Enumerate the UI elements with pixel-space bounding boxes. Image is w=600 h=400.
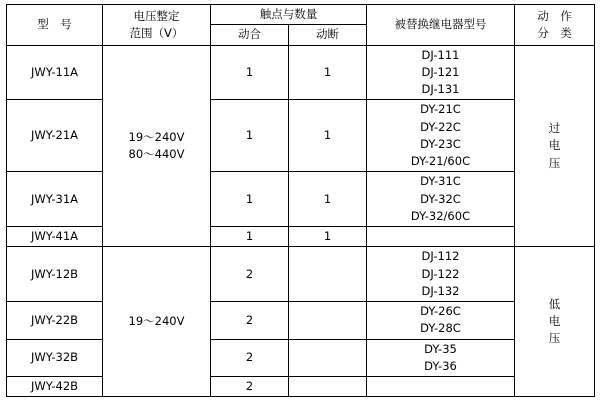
- cell-replacement: [367, 339, 515, 377]
- cell-model: JWY-41A: [7, 227, 103, 247]
- replacement-list: [369, 173, 512, 225]
- category-chars: [517, 120, 592, 172]
- cell-replacement-empty: [367, 377, 515, 397]
- cell-replacement: [367, 45, 515, 100]
- cell-contacts-nc: 1: [289, 100, 367, 172]
- table-row: [7, 339, 595, 377]
- replacement-item: DY-31C: [420, 174, 461, 189]
- replacement-list: [369, 341, 512, 376]
- cell-replacement-empty: [367, 227, 515, 247]
- cell-replacement: [367, 172, 515, 227]
- header-voltage-lines: [105, 8, 208, 43]
- cell-contacts-no: 1: [211, 172, 289, 227]
- replacement-item: DJ-111: [421, 47, 460, 62]
- replacement-item: DY-21C: [420, 102, 461, 117]
- cell-contacts-no: 1: [211, 45, 289, 100]
- cell-replacement: [367, 302, 515, 340]
- cell-model: JWY-22B: [7, 302, 103, 340]
- replacement-item: DY-21/60C: [410, 154, 471, 168]
- replacement-item: DY-28C: [420, 321, 461, 336]
- table-row: [7, 227, 595, 247]
- cell-contacts-nc: [289, 377, 367, 397]
- header-replacement: 被替换继电器型号: [367, 5, 515, 46]
- cell-model: JWY-21A: [7, 100, 103, 172]
- replacement-item: DY-35: [424, 341, 457, 356]
- header-contacts-no: 动合: [211, 25, 289, 45]
- category-char: 电: [548, 314, 561, 329]
- replacement-item: DJ-121: [421, 64, 460, 79]
- cell-contacts-nc: 1: [289, 227, 367, 247]
- cell-model: JWY-32B: [7, 339, 103, 377]
- cell-model: JWY-11A: [7, 45, 103, 100]
- table-row: [7, 247, 595, 302]
- cell-category-undervoltage: [515, 247, 595, 397]
- header-voltage-line1: 电压整定: [133, 8, 180, 23]
- replacement-list: [369, 101, 512, 170]
- cell-model: JWY-12B: [7, 247, 103, 302]
- cell-model: JWY-31A: [7, 172, 103, 227]
- replacement-list: [369, 47, 512, 99]
- replacement-item: DY-32C: [420, 191, 461, 206]
- replacement-item: DJ-112: [421, 249, 460, 264]
- cell-contacts-no: 2: [211, 377, 289, 397]
- cell-contacts-no: 1: [211, 100, 289, 172]
- table-header-row-1: [7, 5, 595, 25]
- cell-voltage-group-2: [103, 247, 211, 397]
- cell-contacts-nc: [289, 247, 367, 302]
- header-voltage-line2: 范围（V）: [129, 25, 184, 40]
- relay-spec-table: [6, 4, 595, 397]
- header-contacts-group: 触点与数量: [211, 5, 367, 25]
- voltage-line-1: 19～240V: [128, 129, 185, 144]
- cell-voltage-group-1: [103, 45, 211, 247]
- header-category: [515, 5, 595, 46]
- replacement-item: DY-36: [424, 358, 457, 373]
- cell-replacement: [367, 100, 515, 172]
- category-char: 低: [548, 296, 561, 311]
- cell-contacts-no: 2: [211, 247, 289, 302]
- category-chars: [517, 296, 592, 348]
- table-row: [7, 45, 595, 100]
- header-contacts-nc: 动断: [289, 25, 367, 45]
- cell-replacement: [367, 247, 515, 302]
- cell-contacts-nc: [289, 302, 367, 340]
- replacement-item: DJ-122: [421, 266, 460, 281]
- category-char: 压: [548, 331, 561, 346]
- replacement-list: [369, 248, 512, 300]
- replacement-item: DJ-132: [421, 283, 460, 298]
- header-category-line2: 分 类: [537, 25, 572, 40]
- cell-contacts-nc: [289, 339, 367, 377]
- cell-contacts-no: 1: [211, 227, 289, 247]
- replacement-item: DY-23C: [420, 136, 461, 151]
- replacement-item: DJ-131: [421, 82, 460, 96]
- table-row: [7, 377, 595, 397]
- replacement-list: [369, 303, 512, 338]
- cell-contacts-no: 2: [211, 339, 289, 377]
- voltage-line-2: 80～440V: [128, 146, 185, 161]
- category-char: 电: [548, 138, 561, 153]
- header-category-lines: [517, 8, 592, 43]
- replacement-item: DY-26C: [420, 304, 461, 318]
- header-voltage: [103, 5, 211, 46]
- table-row: [7, 100, 595, 172]
- cell-contacts-no: 2: [211, 302, 289, 340]
- cell-contacts-nc: 1: [289, 172, 367, 227]
- header-model: 型 号: [7, 5, 103, 46]
- cell-category-overvoltage: [515, 45, 595, 247]
- cell-model: JWY-42B: [7, 377, 103, 397]
- voltage-lines: [105, 129, 208, 164]
- replacement-item: DY-22C: [420, 119, 461, 134]
- replacement-item: DY-32/60C: [410, 208, 471, 223]
- cell-contacts-nc: 1: [289, 45, 367, 100]
- voltage-line-1: 19～240V: [128, 314, 185, 329]
- header-category-line1: 动 作: [537, 8, 572, 23]
- category-char: 过: [548, 121, 561, 135]
- table-row: [7, 172, 595, 227]
- table-row: [7, 302, 595, 340]
- category-char: 压: [548, 155, 561, 170]
